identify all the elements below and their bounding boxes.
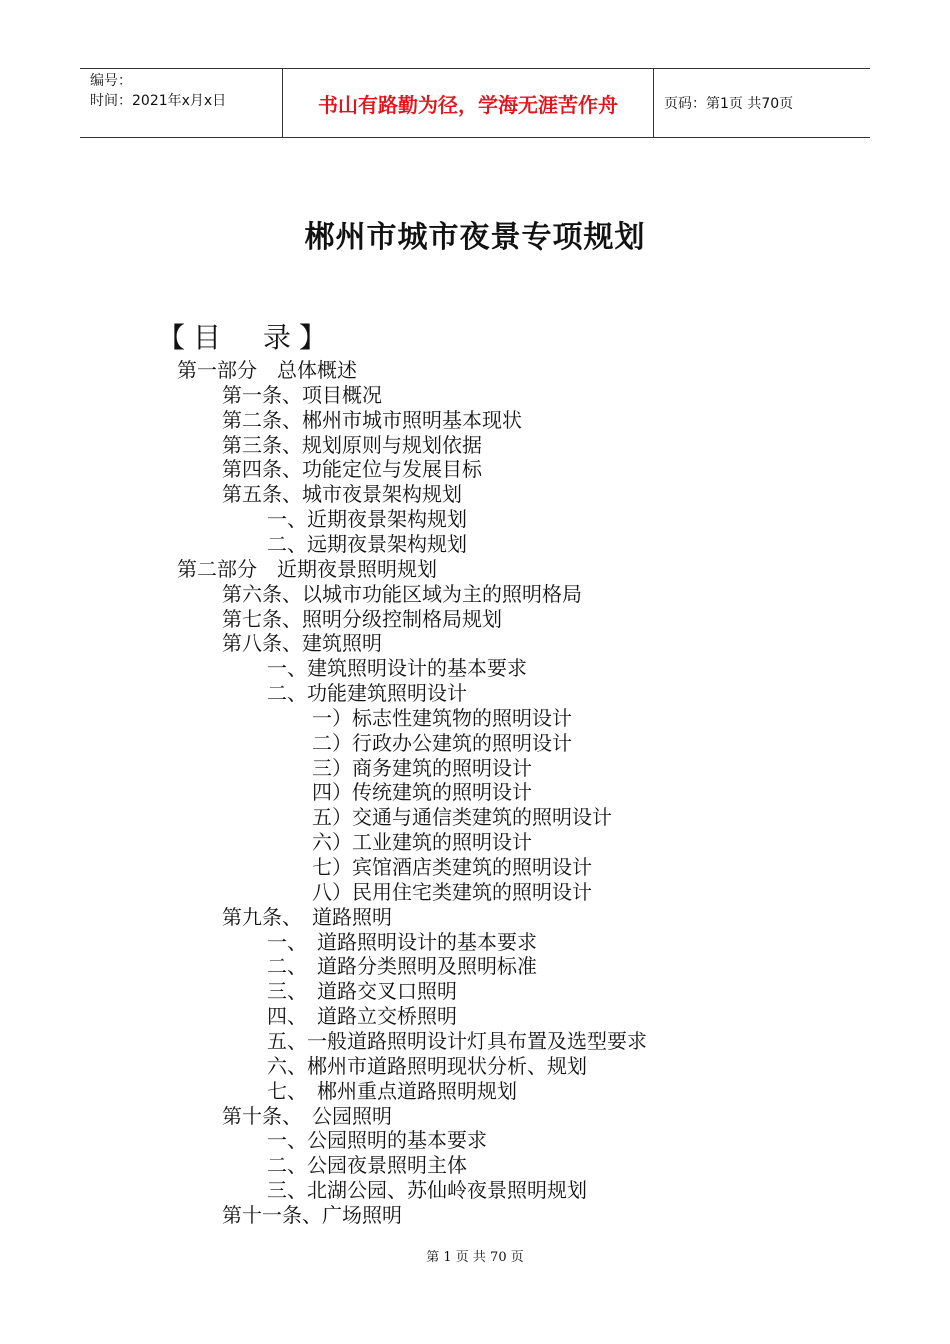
toc-entry: 二、远期夜景架构规划 (267, 531, 467, 556)
number-label: 编号： (90, 73, 132, 89)
toc-entry: 一、近期夜景架构规划 (267, 507, 467, 532)
toc-entry: 二、公园夜景照明主体 (267, 1153, 467, 1178)
toc-entry: 六）工业建筑的照明设计 (312, 830, 532, 855)
header-page-info: 页码：第1页 共70页 (664, 96, 794, 112)
toc-entry: 三）商务建筑的照明设计 (312, 755, 532, 780)
toc-bracket-close: 】 (299, 321, 328, 354)
toc-entry: 第十一条、广场照明 (222, 1202, 402, 1227)
toc-entry: 第十条、 公园照明 (222, 1103, 392, 1128)
toc-entry: 二）行政办公建筑的照明设计 (312, 730, 572, 755)
toc-entry: 一）标志性建筑物的照明设计 (312, 705, 572, 730)
toc-char-mu: 目 (193, 321, 222, 354)
toc-entry: 第九条、 道路照明 (222, 904, 392, 929)
toc-heading (157, 316, 327, 356)
document-title: 郴州市城市夜景专项规划 (304, 220, 646, 255)
toc-char-lu: 录 (263, 321, 292, 354)
toc-entry: 第八条、建筑照明 (222, 631, 382, 656)
toc-entry: 三、 道路交叉口照明 (267, 979, 457, 1004)
toc-entry: 第六条、以城市功能区域为主的照明格局 (222, 581, 582, 606)
toc-bracket-open: 【 (157, 321, 186, 354)
toc-entry: 第三条、规划原则与规划依据 (222, 432, 482, 457)
toc-entry: 第二条、郴州市城市照明基本现状 (222, 407, 522, 432)
toc-entry: 一、建筑照明设计的基本要求 (267, 656, 527, 681)
toc-entry: 六、郴州市道路照明现状分析、规划 (267, 1053, 587, 1078)
toc-entry: 五）交通与通信类建筑的照明设计 (312, 805, 612, 830)
toc-entry: 一、 道路照明设计的基本要求 (267, 929, 537, 954)
toc-entry: 第一条、项目概况 (222, 382, 382, 407)
toc-entry: 五、一般道路照明设计灯具布置及选型要求 (267, 1028, 647, 1053)
toc-entry: 四、 道路立交桥照明 (267, 1004, 457, 1029)
toc-entry: 七）宾馆酒店类建筑的照明设计 (312, 855, 592, 879)
document-header (80, 68, 870, 138)
toc-entry: 一、公园照明的基本要求 (267, 1128, 487, 1153)
toc-entry: 第二部分 近期夜景照明规划 (177, 556, 437, 581)
toc-entry: 二、功能建筑照明设计 (267, 681, 467, 706)
toc-entry: 第五条、城市夜景架构规划 (222, 482, 462, 507)
toc-entry: 第四条、功能定位与发展目标 (222, 457, 482, 482)
page-footer: 第 1 页 共 70 页 (426, 1250, 524, 1265)
toc-entry: 七、 郴州重点道路照明规划 (267, 1078, 517, 1103)
toc-entry: 四）传统建筑的照明设计 (312, 780, 532, 805)
toc-entry: 二、 道路分类照明及照明标准 (267, 954, 537, 979)
header-motto: 书山有路勤为径，学海无涯苦作舟 (282, 69, 654, 137)
toc-entry: 第一部分 总体概述 (177, 358, 357, 382)
toc-entry: 第七条、照明分级控制格局规划 (222, 606, 502, 631)
toc-entry: 三、北湖公园、苏仙岭夜景照明规划 (267, 1178, 587, 1203)
toc-entry: 八）民用住宅类建筑的照明设计 (312, 879, 592, 904)
time-label: 时间：2021年x月x日 (90, 93, 227, 109)
header-meta (80, 57, 282, 125)
